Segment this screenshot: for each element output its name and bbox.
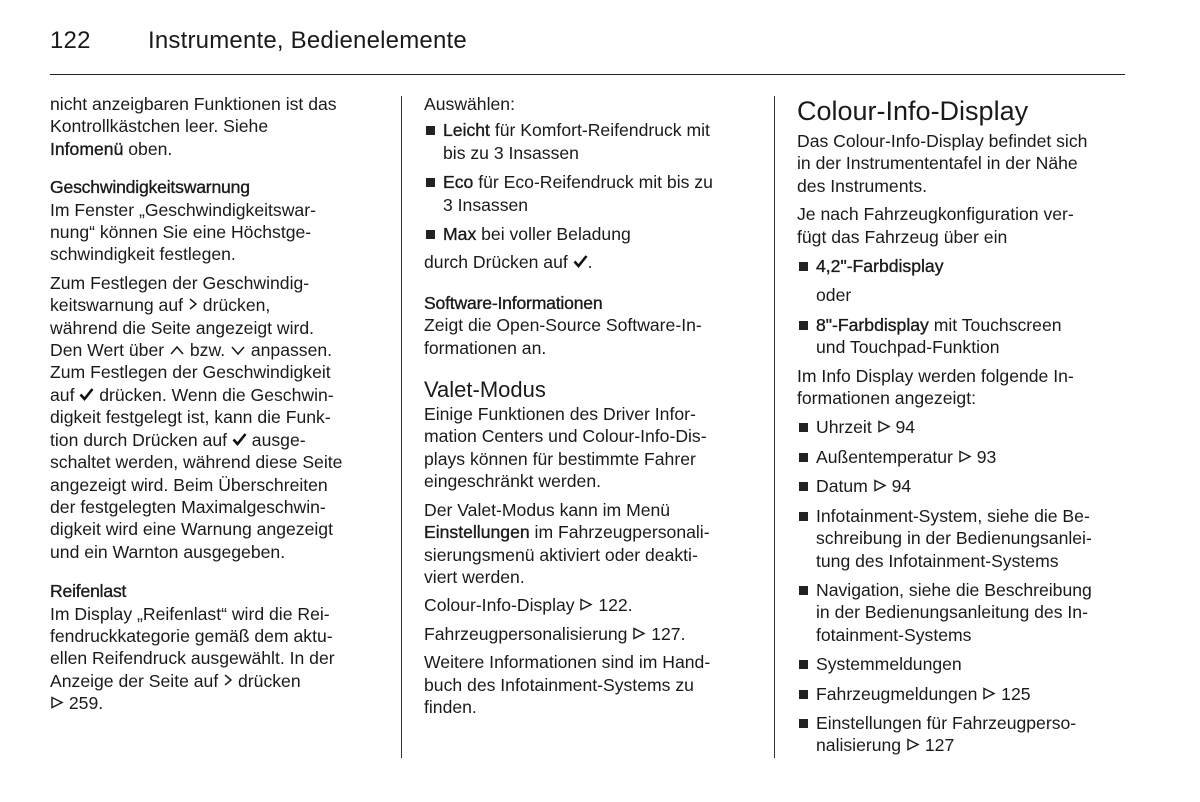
paragraph: Im Display „Reifenlast“ wird die Rei- fendruckkategorie gemäß dem aktu- ellen Reifendruck ausgewählt. In der Anzeige der Seite auf drücken 259. [50,603,335,714]
paragraph: Im Fenster „Geschwindigkeitswar- nung“ können Sie eine Höchstge- schwindigkeit festlegen. [50,199,316,265]
list-item: Datum 94 [797,475,1137,497]
paragraph: Zeigt die Open-Source Software-In- formationen an. [424,315,702,358]
chevron-up-icon [169,344,185,356]
page-reference-icon [632,627,646,640]
paragraph: durch Drücken auf . [424,252,593,273]
info-list [797,416,1137,756]
page-reference-icon [579,598,593,611]
menu-reference: Infomenü [50,138,124,159]
option-list [424,119,764,245]
paragraph: nicht anzeigbaren Funktionen ist das Kontrollkästchen leer. Siehe Infomenü oben. [50,94,337,159]
chapter-title: Instrumente, Bedienelemente [148,27,467,54]
checkmark-icon [573,254,588,268]
page-reference-icon [982,687,996,700]
column-1 [50,93,390,715]
list-item: 4,2"-Farbdisplay [797,255,1137,277]
chevron-down-icon [230,344,246,356]
checkmark-icon [232,432,247,446]
section-heading: Software-Informationen [424,292,603,313]
list-item: 8"-Farbdisplay mit Touchscreen und Touchpad-Funktion [797,314,1137,359]
list-item: oder [816,285,852,306]
page-reference-icon [958,450,972,463]
list-item: Einstellungen für Fahrzeugperso- nalisierung 127 [797,712,1137,757]
list-item: Leicht für Komfort-Reifendruck mit bis zu 3 Insassen [424,119,764,164]
paragraph: Der Valet-Modus kann im Menü Einstellungen im Fahrzeugpersonali- sierungsmenü aktiviert oder deakti- viert werden. [424,499,710,587]
column-3 [797,95,1137,757]
paragraph: Auswählen: [424,94,515,114]
page-header [50,24,1125,75]
list-item: Außentemperatur 93 [797,446,1137,468]
chevron-right-icon [188,297,198,311]
column-2 [424,93,764,718]
column-divider [401,96,402,758]
column-divider [774,96,775,758]
list-item: Navigation, siehe die Beschreibung in der Bedienungsanleitung des In- fotainment-Systems [797,579,1137,646]
page-reference-icon [873,479,887,492]
paragraph: Weitere Informationen sind im Hand- buch des Infotainment-Systems zu finden. [424,652,711,717]
section-heading: Geschwindigkeitswarnung [50,177,250,198]
checkmark-icon [79,387,94,401]
list-item: Infotainment-System, siehe die Be- schreibung in der Bedienungsanlei- tung des Infotainment-Systems [797,505,1137,572]
section-title: Colour-Info-Display [797,96,1029,126]
paragraph: Je nach Fahrzeugkonfiguration ver- fügt das Fahrzeug über ein [797,204,1074,247]
list-item: Systemmeldungen [797,653,1137,675]
paragraph: Einige Funktionen des Driver Infor- mation Centers und Colour-Info-Dis- plays können für bestimmte Fahrer eingeschränkt werden. [424,404,707,492]
display-list [797,255,1137,359]
list-item: Eco für Eco-Reifendruck mit bis zu 3 Insassen [424,171,764,216]
page-reference-icon [877,420,891,433]
page-reference-icon [50,696,64,709]
section-title: Valet-Modus [424,377,546,403]
paragraph: Im Info Display werden folgende In- formationen angezeigt: [797,365,1074,409]
list-item: Uhrzeit 94 [797,416,1137,438]
page-reference-icon [906,738,920,751]
paragraph: Das Colour-Info-Display befindet sich in der Instrumententafel in der Nähe des Instruments. [797,131,1088,196]
section-heading: Reifenlast [50,581,127,602]
chevron-right-icon [223,673,233,687]
cross-reference: Fahrzeugpersonalisierung 127. [424,623,686,644]
paragraph: Zum Festlegen der Geschwindig- keitswarnung auf drücken, während die Seite angezeigt wird. Den Wert über bzw. anpassen. Zum Festlegen der Geschwindigkeit auf drücken. Wenn die Geschwin- digkeit festgelegt ist, kann die Funk- tion durch Drücken auf ausge- schaltet werden, während diese Seite angezeigt wird. Beim Überschreiten der festgelegten Maximalgeschwin- digkeit wird eine Warnung angezeigt und ein Warnton ausgegeben. [50,272,343,562]
cross-reference: Colour-Info-Display 122. [424,595,633,616]
page-number: 122 [50,27,91,54]
list-item: Fahrzeugmeldungen 125 [797,683,1137,705]
list-item: Max bei voller Beladung [424,223,764,245]
